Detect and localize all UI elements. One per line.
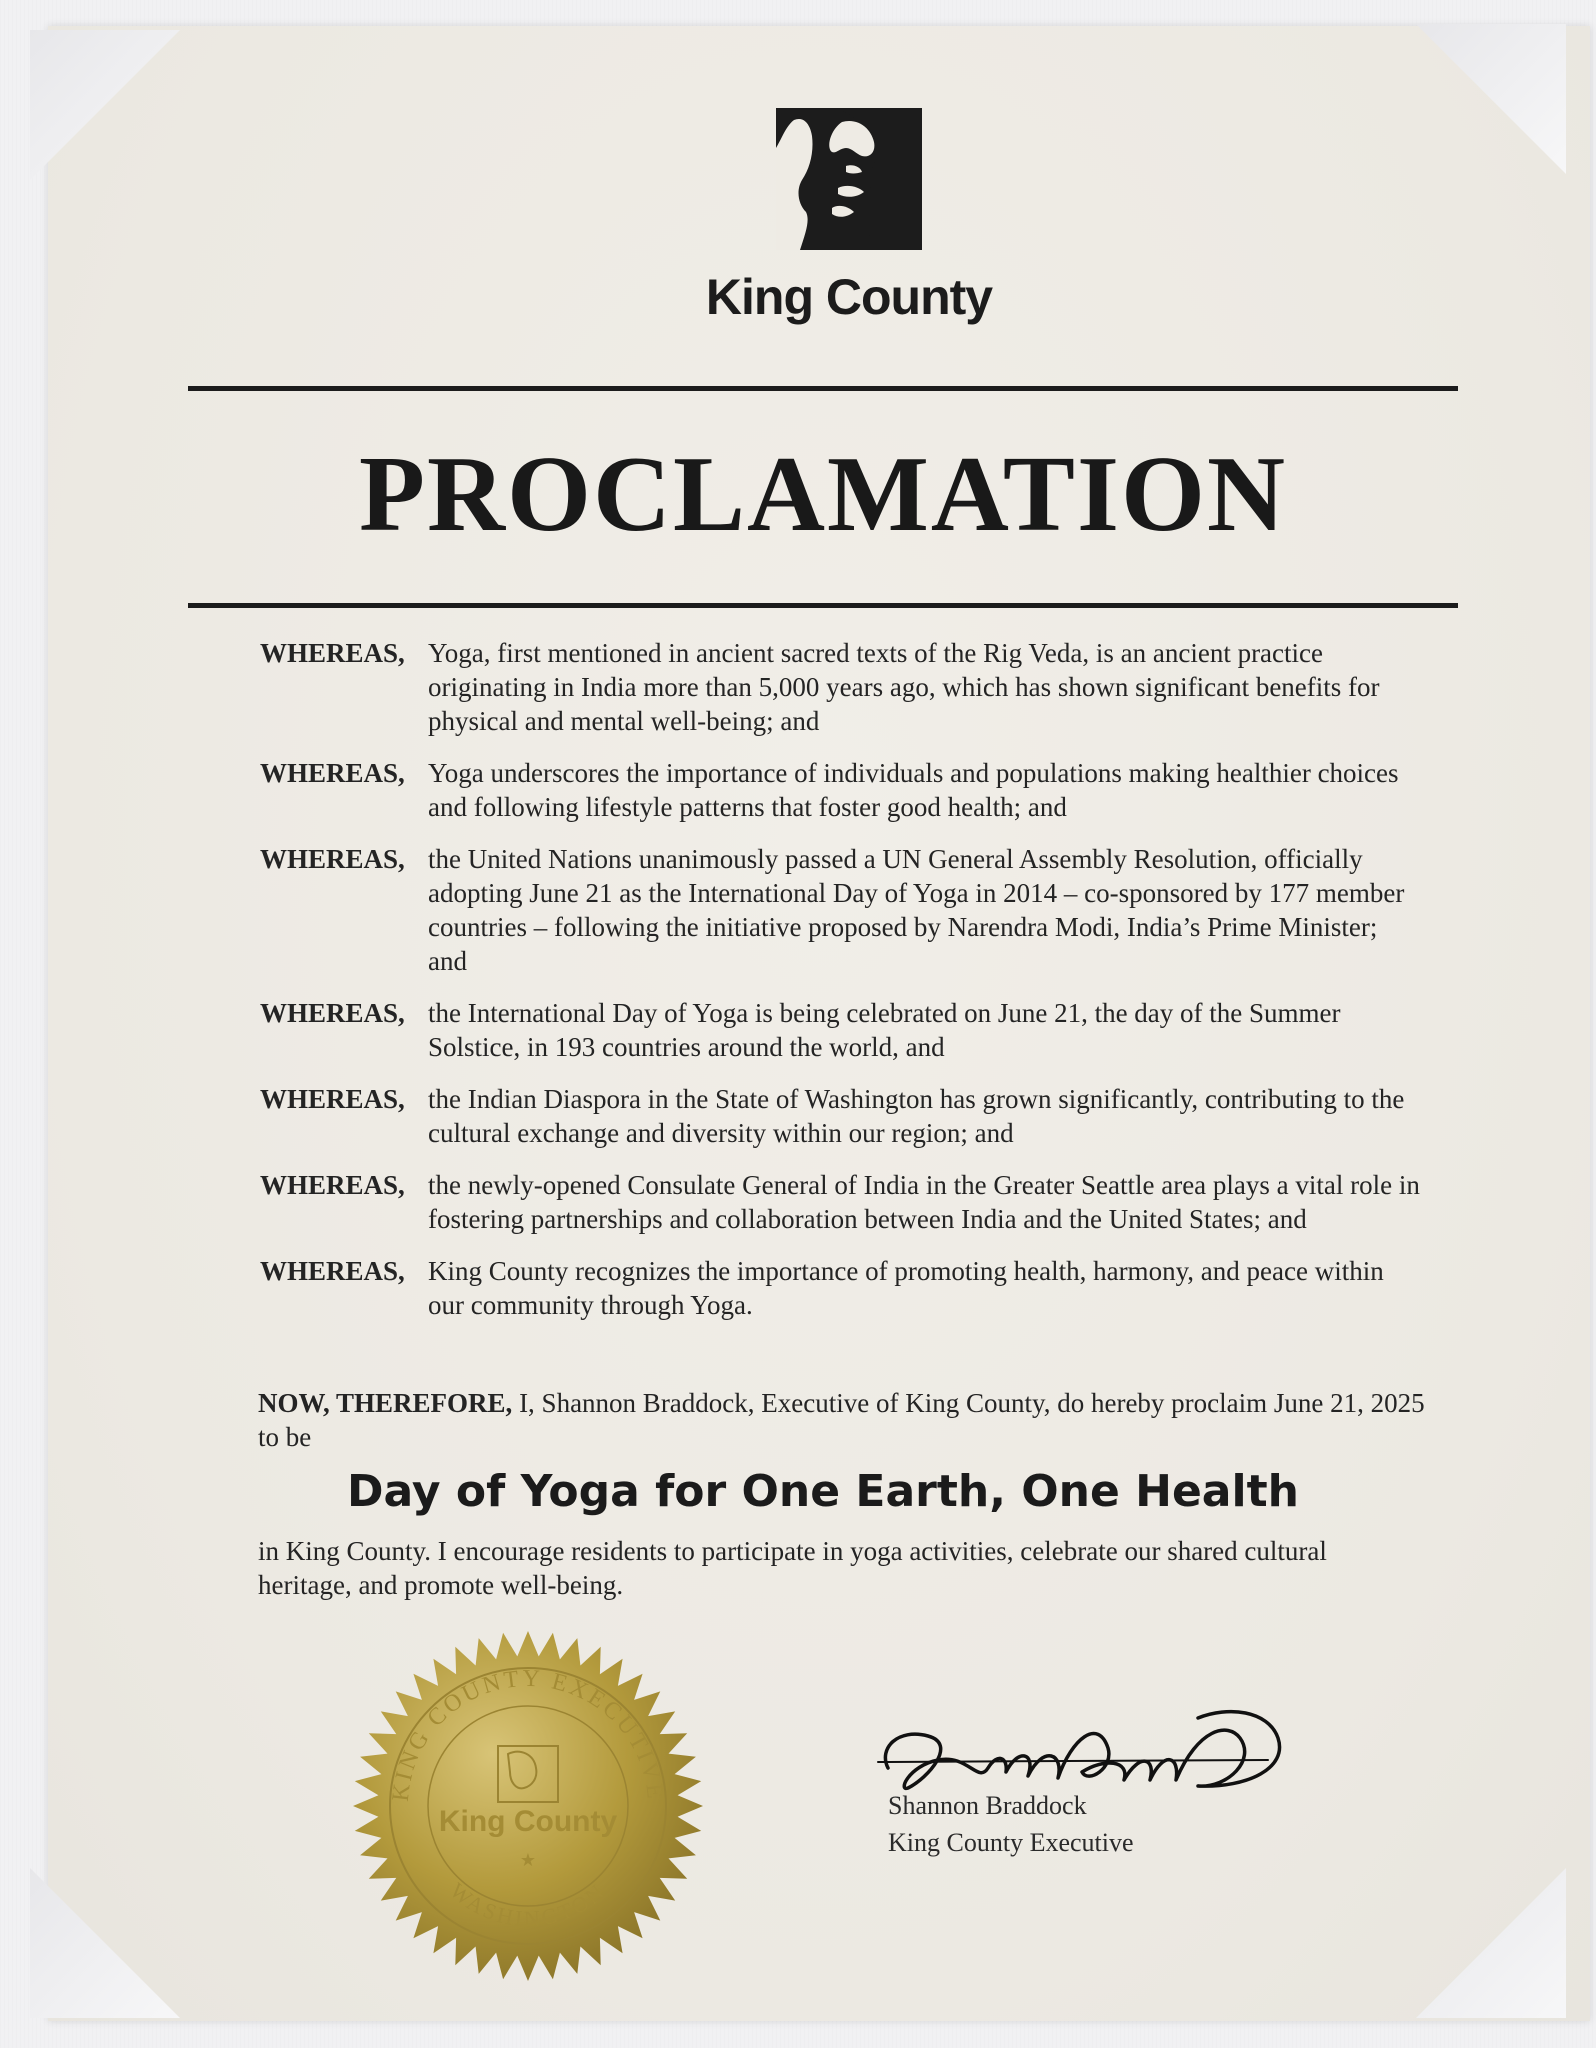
clause-text: the Indian Diaspora in the State of Washington has grown significantly, contributing to the cultural exchange and diversity within our region; and	[428, 1084, 1405, 1148]
organization-name: King County	[705, 269, 993, 325]
clause-keyword: WHEREAS,	[260, 998, 405, 1028]
signatory-role: King County Executive	[888, 1828, 1134, 1857]
clause-text: the International Day of Yoga is being celebrated on June 21, the day of the Summer Solstice, in 193 countries around the world, and	[428, 998, 1341, 1062]
seal-bottom-text: WASHINGTON	[445, 1877, 611, 1932]
whereas-clause	[260, 1254, 1420, 1322]
seal-center-text: King County	[438, 1805, 618, 1838]
whereas-clause	[260, 1168, 1420, 1236]
clause-text: Yoga, first mentioned in ancient sacred texts of the Rig Veda, is an ancient practice originating in India more than 5,000 years ago, which has shown significant benefits for physical and mental well-being; and	[428, 638, 1380, 736]
clause-keyword: WHEREAS,	[260, 638, 405, 668]
clause-keyword: WHEREAS,	[260, 1084, 405, 1114]
signatory-name: Shannon Braddock	[888, 1791, 1087, 1820]
clause-keyword: WHEREAS,	[260, 1170, 405, 1200]
king-county-logo	[691, 108, 1007, 326]
page-title: PROCLAMATION	[359, 435, 1287, 554]
clause-text: the United Nations unanimously passed a UN General Assembly Resolution, officially adopting June 21 as the International Day of Yoga in 2014 – co-sponsored by 177 member countries – following the initiative proposed by Narendra Modi, India’s Prime Minister; and	[428, 844, 1405, 976]
title-rule-bottom	[188, 603, 1458, 608]
gold-seal	[348, 1626, 708, 1986]
whereas-clause	[260, 1082, 1420, 1150]
clause-text: King County recognizes the importance of promoting health, harmony, and peace within our community through Yoga.	[428, 1256, 1384, 1320]
whereas-clause	[260, 636, 1420, 738]
therefore-text: I, Shannon Braddock, Executive of King County, do hereby proclaim June 21, 2025 to be	[258, 1388, 1425, 1452]
proclamation-sheet	[48, 26, 1590, 2021]
proclaimed-day-title: Day of Yoga for One Earth, One Health	[347, 1466, 1299, 1517]
whereas-clauses	[260, 636, 1420, 1340]
whereas-clause	[260, 996, 1420, 1064]
seal-graphic	[348, 1626, 708, 1986]
mlk-logo-icon	[776, 108, 922, 250]
whereas-clause	[260, 756, 1420, 824]
seal-star-icon: ★	[519, 1850, 537, 1871]
title-rule-top	[188, 386, 1458, 391]
therefore-statement	[258, 1386, 1438, 1454]
seal-top-text: KING COUNTY EXECUTIVE	[387, 1665, 669, 1803]
clause-text: Yoga underscores the importance of individuals and populations making healthier choices and following lifestyle patterns that foster good health; and	[428, 758, 1399, 822]
clause-keyword: WHEREAS,	[260, 758, 405, 788]
clause-keyword: WHEREAS,	[260, 844, 405, 874]
closing-statement: in King County. I encourage residents to participate in yoga activities, celebrate our shared cultural heritage, and promote well-being.	[258, 1536, 1327, 1600]
clause-text: the newly-opened Consulate General of India in the Greater Seattle area plays a vital role in fostering partnerships and collaboration between India and the United States; and	[428, 1170, 1420, 1234]
clause-keyword: WHEREAS,	[260, 1256, 405, 1286]
therefore-keyword: NOW, THEREFORE,	[258, 1388, 513, 1418]
whereas-clause	[260, 842, 1420, 978]
